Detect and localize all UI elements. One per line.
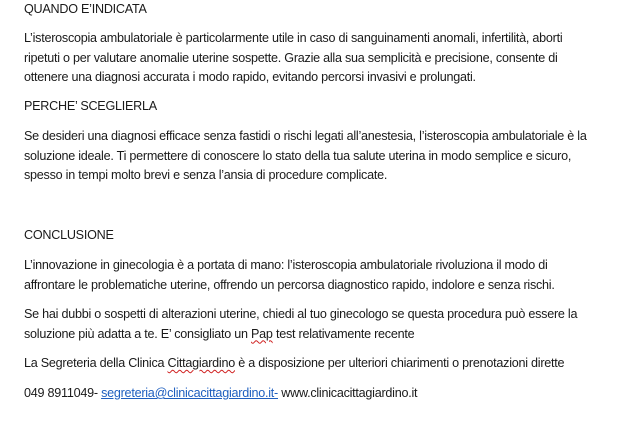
email-link[interactable]: segreteria@clinicacittagiardino.it-	[101, 386, 278, 400]
contact-line	[24, 384, 417, 404]
misspelled-word: Pap	[251, 326, 273, 341]
text-line: L’innovazione in ginecologia è a portata di mano: l’isteroscopia ambulatoriale rivoluziona il modo di	[24, 258, 548, 272]
text-line: soluzione ideale. Ti permettere di conoscere lo stato della tua salute uterina in modo semplice e sicuro,	[24, 148, 572, 163]
heading-conclusione: CONCLUSIONE	[24, 228, 114, 242]
paragraph-secretariat	[24, 354, 564, 374]
text-line: L’isteroscopia ambulatoriale è particolarmente utile in caso di sanguinamenti anomali, infertilità, aborti	[24, 31, 563, 45]
website: www.clinicacittagiardino.it	[278, 386, 418, 400]
paragraph-indications	[24, 29, 562, 88]
text-line: affrontare le problematiche uterine, offrendo un percorsa diagnostico rapido, indolore e senza rischi.	[24, 277, 555, 292]
text-line: Se desideri una diagnosi efficace senza fastidi o rischi legati all’anestesia, l’isteroscopia ambulatoriale è la	[24, 129, 587, 143]
text: è a disposizione per ulteriori chiarimenti o prenotazioni dirette	[234, 356, 565, 370]
text: test relativamente recente	[272, 326, 415, 341]
text-line: ripetuti o per valutare anomalie uterine sospette. Grazie alla sua semplicità e precisione, consente di	[24, 50, 558, 65]
text-line: spesso in tempi molto brevi e senza l’ansia di procedure complicate.	[24, 168, 388, 183]
paragraph-advice	[24, 305, 577, 344]
paragraph-why	[24, 127, 587, 186]
text-line: Se hai dubbi o sospetti di alterazioni uterine, chiedi al tuo ginecologo se questa procedura può essere la	[24, 307, 578, 321]
heading-perche-sceglierla: PERCHE’ SCEGLIERLA	[24, 99, 157, 113]
text: soluzione più adatta a te. E’ consigliato un	[24, 326, 252, 341]
paragraph-conclusion	[24, 256, 555, 295]
text-line	[24, 325, 577, 345]
text-line: ottenere una diagnosi accurata i modo rapido, evitando percorsi invasivi e prolungati.	[24, 70, 476, 85]
heading-quando-indicata: QUANDO E’INDICATA	[24, 2, 147, 16]
misspelled-word: Cittagiardino	[167, 356, 235, 370]
text: La Segreteria della Clinica	[24, 356, 168, 370]
phone-number: 049 8911049-	[24, 386, 102, 400]
